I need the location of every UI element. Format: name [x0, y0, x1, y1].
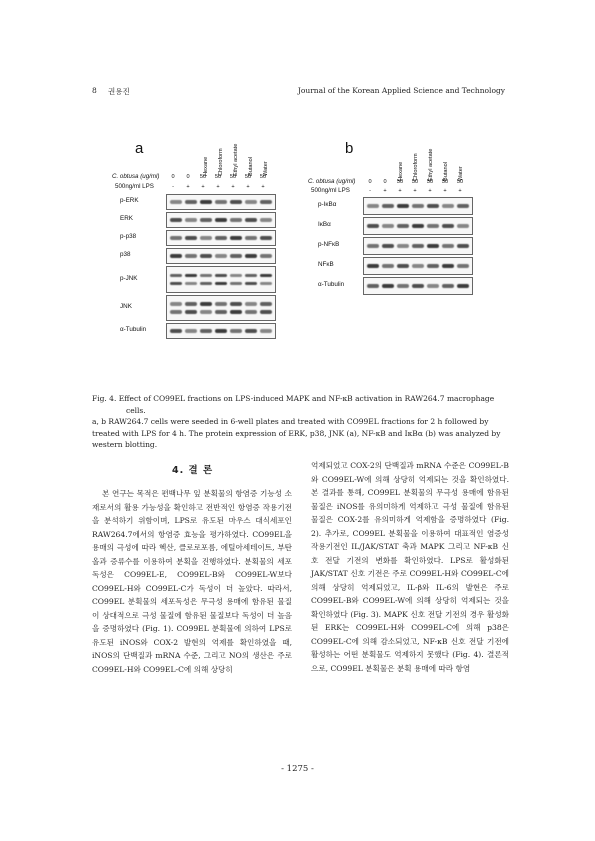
panel-a-band	[185, 254, 197, 257]
panel-a-band	[260, 254, 272, 257]
panel-b-lps-lane-5: +	[428, 188, 432, 194]
panel-a-band	[170, 310, 182, 313]
panel-a-blot-label-6: JNK	[120, 303, 132, 310]
panel-a-band	[215, 329, 227, 332]
panel-b-band	[457, 264, 469, 267]
panel-a-band	[170, 200, 182, 203]
panel-a-band	[170, 236, 182, 239]
panel-b-cond-label-lps: 500ng/ml LPS	[311, 187, 350, 194]
panel-a-band	[215, 310, 227, 313]
panel-b-lps-lane-6: +	[443, 188, 447, 194]
panel-b-col-water: Water	[458, 166, 464, 181]
panel-a-band	[245, 274, 257, 277]
panel-a-blot-label-5: p-JNK	[120, 274, 138, 282]
panel-a-blot-7	[166, 323, 276, 339]
panel-b-cond-label-conc: C. obtusa (ug/ml)	[308, 178, 356, 185]
panel-b-band	[442, 204, 454, 207]
panel-b-col-hexane: Hexane	[398, 161, 404, 181]
panel-a-band	[245, 218, 257, 221]
panel-b-band	[382, 244, 394, 247]
panel-a-band	[185, 310, 197, 313]
panel-b-band	[397, 204, 409, 207]
panel-b-band	[442, 244, 454, 247]
panel-a-band	[245, 302, 257, 305]
panel-a-band	[185, 302, 197, 305]
panel-a-band	[245, 254, 257, 257]
panel-b-band	[397, 284, 409, 287]
panel-a-band	[200, 302, 212, 305]
panel-a-blot-4	[166, 248, 276, 264]
panel-a-band	[260, 282, 272, 285]
panel-b-band	[442, 284, 454, 287]
panel-a-band	[260, 200, 272, 203]
panel-b-band	[367, 244, 379, 247]
panel-b-band	[457, 224, 469, 227]
panel-a-band	[230, 310, 242, 313]
figure-caption	[92, 393, 512, 451]
panel-b-blot-label-3: p-NFκB	[318, 241, 340, 248]
panel-a-blot-1	[166, 194, 276, 210]
panel-b-blot-5	[363, 277, 473, 295]
panel-a-band	[170, 282, 182, 285]
panel-a-band	[215, 218, 227, 221]
panel-a-blot-label-4: p38	[120, 251, 131, 258]
panel-b-band	[397, 224, 409, 227]
panel-a-band	[215, 302, 227, 305]
panel-a-band	[185, 218, 197, 221]
panel-a-band	[245, 310, 257, 313]
panel-a-band	[185, 200, 197, 203]
panel-a-band	[185, 329, 197, 332]
panel-a-band	[170, 218, 182, 221]
panel-b-conc-lane-5: 50	[426, 179, 434, 185]
panel-b-col-chloroform: Chloroform	[413, 153, 419, 181]
panel-a-conc-lane-4: 50	[214, 174, 222, 180]
panel-a-conc-lane-6: 50	[244, 174, 252, 180]
panel-a-blot-5	[166, 266, 276, 293]
panel-b-band	[367, 264, 379, 267]
panel-a-conc-lane-1: 0	[171, 174, 175, 180]
page-number-footer: - 1275 -	[281, 764, 314, 774]
panel-a-band	[215, 254, 227, 257]
panel-a-band	[185, 274, 197, 277]
panel-b-lps-lane-4: +	[413, 188, 417, 194]
panel-a-band	[245, 329, 257, 332]
panel-b-conc-lane-1: 0	[368, 179, 372, 185]
figure-caption-body: a, b RAW264.7 cells were seeded in 6-well plates and treated with CO99EL fractions for 2 h followed by treated with LPS for 4 h. The protein expression of ERK, p38, JNK (a), NF-κB and IκBα (b) was analyzed by western blotting.	[92, 417, 501, 450]
panel-a-col-butanol: Butanol	[248, 157, 254, 176]
panel-b-band	[397, 244, 409, 247]
panel-b-band	[367, 284, 379, 287]
panel-a-band	[215, 282, 227, 285]
panel-b-band	[412, 244, 424, 247]
panel-b-band	[412, 224, 424, 227]
panel-a-conc-lane-3: 50	[199, 174, 207, 180]
panel-b-band	[367, 224, 379, 227]
panel-b-letter: b	[345, 140, 354, 157]
figure-caption-title: Fig. 4. Effect of CO99EL fractions on LPS-induced MAPK and NF-κB activation in RAW264.7 macrophage cells.	[92, 394, 495, 415]
panel-b-col-butanol: Butanol	[443, 162, 449, 181]
header-page-number: 8	[92, 86, 97, 95]
panel-a-band	[200, 200, 212, 203]
panel-a-col-chloroform: Chloroform	[218, 148, 224, 176]
panel-a-blot-label-3: p-p38	[120, 233, 137, 240]
panel-b-band	[367, 204, 379, 207]
panel-a-letter: a	[135, 140, 144, 157]
panel-a-band	[170, 329, 182, 332]
panel-a-conc-lane-2: 0	[186, 174, 190, 180]
panel-b-band	[427, 224, 439, 227]
panel-b-blot-2	[363, 217, 473, 235]
body-left-column	[92, 487, 292, 676]
panel-b-band	[412, 284, 424, 287]
panel-b-blot-label-2: IκBα	[318, 221, 331, 228]
panel-b-blot-label-1: p-IκBα	[318, 201, 337, 208]
panel-a-lps-lane-5: +	[231, 184, 235, 190]
panel-a-band	[260, 302, 272, 305]
panel-a-band	[170, 274, 182, 277]
panel-a-band	[230, 302, 242, 305]
panel-a-band	[260, 274, 272, 277]
panel-a-band	[200, 310, 212, 313]
panel-b-band	[397, 264, 409, 267]
panel-b-band	[427, 244, 439, 247]
panel-a-band	[200, 274, 212, 277]
panel-a-lps-lane-1: -	[172, 184, 174, 190]
panel-a-band	[230, 274, 242, 277]
panel-a-band	[260, 310, 272, 313]
panel-a-lps-lane-4: +	[216, 184, 220, 190]
panel-a-band	[260, 218, 272, 221]
panel-a-blot-2	[166, 212, 276, 228]
panel-b-band	[457, 204, 469, 207]
panel-b-blot-4	[363, 257, 473, 275]
figure-4	[0, 0, 595, 360]
panel-a-band	[200, 282, 212, 285]
panel-a-lps-lane-2: +	[186, 184, 190, 190]
panel-a-lps-lane-6: +	[246, 184, 250, 190]
panel-a-blot-label-7: α-Tubulin	[120, 326, 147, 333]
header-journal: Journal of the Korean Applied Science and Technology	[297, 86, 505, 95]
panel-a-col-water: Water	[263, 161, 269, 176]
panel-a-cond-label-conc: C. obtusa (ug/ml)	[112, 173, 160, 180]
panel-a-band	[245, 282, 257, 285]
panel-a-conc-lane-7: 50	[259, 174, 267, 180]
panel-b-blot-1	[363, 197, 473, 215]
panel-b-lps-lane-1: -	[369, 188, 371, 194]
panel-a-band	[230, 218, 242, 221]
panel-b-band	[382, 224, 394, 227]
panel-b-band	[382, 264, 394, 267]
section-title: 4. 결 론	[172, 465, 214, 476]
panel-b-band	[442, 224, 454, 227]
panel-b-band	[382, 284, 394, 287]
panel-a-blot-6	[166, 295, 276, 321]
panel-b-band	[412, 264, 424, 267]
panel-a-band	[185, 282, 197, 285]
panel-a-band	[215, 236, 227, 239]
panel-a-band	[170, 302, 182, 305]
panel-a-conc-lane-5: 50	[229, 174, 237, 180]
panel-a-band	[245, 200, 257, 203]
header-author: 권용진	[108, 87, 130, 96]
panel-a-band	[260, 236, 272, 239]
panel-a-blot-label-1: p-ERK	[120, 197, 139, 204]
panel-a-band	[200, 329, 212, 332]
panel-a-col-hexane: Hexane	[203, 156, 209, 176]
panel-a-band	[245, 236, 257, 239]
panel-b-band	[382, 204, 394, 207]
panel-a-cond-label-lps: 500ng/ml LPS	[115, 183, 154, 190]
panel-b-conc-lane-4: 50	[411, 179, 419, 185]
panel-b-lps-lane-3: +	[398, 188, 402, 194]
panel-a-lps-lane-3: +	[201, 184, 205, 190]
panel-a-band	[230, 254, 242, 257]
body-left-paragraph: 본 연구는 목적은 편백나무 잎 분획물의 항염증 기능성 소재로서의 활용 가능성을 확인하고 전반적인 항염증 작용기전을 분석하기 위함이며, LPS로 유도된 마우스 대식세포인 RAW264.7에서의 항염증 효능을 평가하였다. CO99EL을 용매의 극성에 따라 헥산, 클로로포름, 에틸아세테이트, 부탄올과 증류수를 이용하여 분획을 진행하였다. 분획물의 세포독성은 CO99EL-E, CO99EL-B와 CO99EL-W보다 CO99EL-H와 CO99EL-C가 독성이 더 높았다. 따라서, CO99EL 분획물의 세포독성은 무극성 용매에 함유된 물질이 상대적으로 극성 물질에 함유된 물질보다 독성이 더 높음을 증명하였다 (Fig. 1). CO99EL 분획물에 의하여 LPS로 유도된 iNOS와 COX-2 발현의 억제를 확인하였을 때, iNOS의 단백질과 mRNA 수준, 그리고 NO의 생산은 주로 CO99EL-H와 CO99EL-C에 의해 상당히	[92, 489, 292, 674]
panel-b-band	[412, 204, 424, 207]
panel-a-band	[215, 200, 227, 203]
panel-b-blot-label-4: NFκB	[318, 261, 334, 268]
panel-b-band	[427, 204, 439, 207]
panel-b-band	[442, 264, 454, 267]
panel-b-conc-lane-2: 0	[383, 179, 387, 185]
panel-b-band	[427, 264, 439, 267]
panel-b-conc-lane-7: 50	[456, 179, 464, 185]
panel-b-band	[457, 284, 469, 287]
panel-b-band	[457, 244, 469, 247]
panel-b-lps-lane-2: +	[383, 188, 387, 194]
body-right-column	[311, 459, 509, 675]
panel-a-col-ethyl-acetate: Ethyl acetate	[233, 143, 239, 176]
panel-a-band	[230, 236, 242, 239]
panel-b-lps-lane-7: +	[458, 188, 462, 194]
panel-b-conc-lane-3: 50	[396, 179, 404, 185]
panel-b-col-ethyl-acetate: Ethyl acetate	[428, 148, 434, 181]
panel-a-band	[260, 329, 272, 332]
panel-a-band	[170, 254, 182, 257]
panel-a-lps-lane-7: +	[261, 184, 265, 190]
panel-a-band	[230, 200, 242, 203]
panel-b-blot-3	[363, 237, 473, 255]
panel-a-band	[185, 236, 197, 239]
panel-b-conc-lane-6: 50	[441, 179, 449, 185]
panel-a-blot-label-2: ERK	[120, 215, 133, 222]
panel-a-band	[215, 274, 227, 277]
panel-a-band	[230, 282, 242, 285]
panel-a-band	[230, 329, 242, 332]
panel-a-blot-3	[166, 230, 276, 246]
panel-b-blot-label-5: α-Tubulin	[318, 281, 345, 288]
body-right-paragraph: 억제되었고 COX-2의 단백질과 mRNA 수준은 CO99EL-B와 CO99EL-W에 의해 상당히 억제되는 것을 확인하였다. 본 결과를 통해, CO99EL 분획물의 무극성 용매에 함유된 물질은 iNOS를 유의미하게 억제하고 극성 물질에 함유된 물질은 COX-2를 유의미하게 억제함을 증명하였다 (Fig. 2). 추가로, CO99EL 분획물을 이용하여 대표적인 염증성 작용기전인 IL/JAK/STAT 축과 MAPK 그리고 NF-κB 신호 전달 기전의 변화를 확인하였다. LPS로 활성화된 JAK/STAT 신호 기전은 주로 CO99EL-H와 CO99EL-C에 의해 상당히 억제되었고, IL-β와 IL-6의 발현은 주로 CO99EL-B와 CO99EL-W에 의해 상당히 억제되는 것을 확인하였다 (Fig. 3). MAPK 신호 전달 기전의 경우 활성화된 ERK는 CO99EL-H와 CO99EL-C에 의해 p38은 CO99EL-C에 의해 감소되었고, NF-κB 신호 전달 기전에 활성하는 어떤 분획물도 억제하지 못했다 (Fig. 4). 결론적으로, CO99EL 분획물은 분획 용매에 따라 항염	[311, 461, 509, 673]
panel-a-band	[200, 236, 212, 239]
panel-a-band	[200, 254, 212, 257]
panel-a-band	[200, 218, 212, 221]
panel-b-band	[427, 284, 439, 287]
